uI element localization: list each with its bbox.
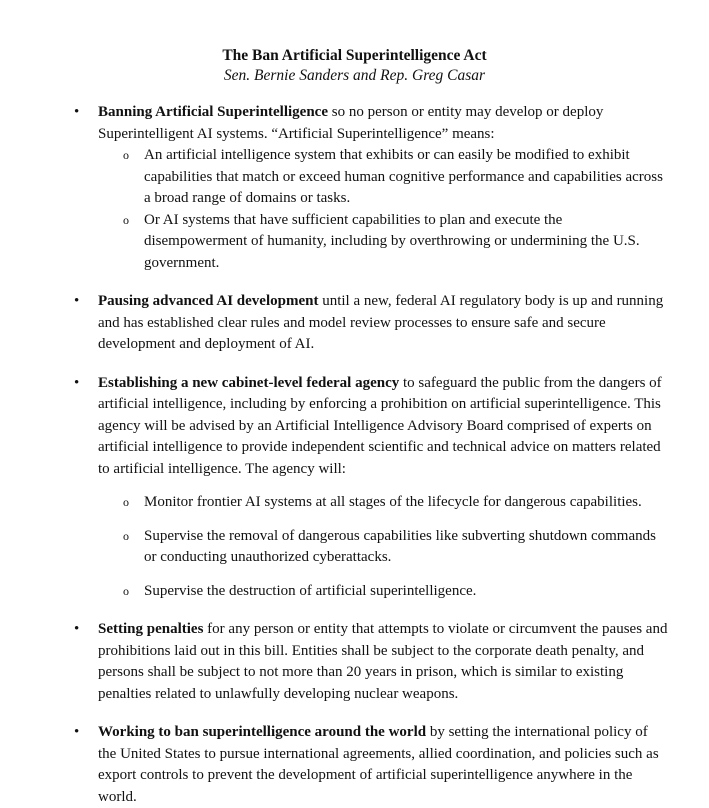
sub-item-text: Monitor frontier AI systems at all stages of the lifecycle for dangerous capabilities. — [144, 494, 642, 510]
sub-list — [98, 492, 669, 602]
circle-bullet-icon: o — [123, 212, 129, 227]
document-subtitle: Sen. Bernie Sanders and Rep. Greg Casar — [223, 67, 486, 84]
bullet-text: to safeguard the public from the dangers of artificial intelligence, including by enforcing a prohibition on artificial superintelligence. This agency will be advised by an Artificial Intelligence Advisory Board comprised of experts on artificial intelligence to provide independent scientific and technical advice on matters related to artificial intelligence. The agency will: — [98, 374, 662, 477]
sub-item-text: An artificial intelligence system that exhibits or can easily be modified to exhibit capabilities that match or exceed human cognitive performance and capabilities across a broad range of domains or tasks. — [144, 147, 663, 206]
bullet-icon: • — [74, 724, 80, 740]
bullet-lead: Working to ban superintelligence around the world — [98, 724, 427, 740]
document-title: The Ban Artificial Superintelligence Act — [222, 47, 487, 64]
list-item — [62, 619, 669, 705]
bullet-icon: • — [74, 293, 80, 309]
circle-bullet-icon: o — [123, 528, 129, 543]
circle-bullet-icon: o — [123, 583, 129, 598]
sub-list — [98, 145, 669, 274]
bullet-icon: • — [74, 104, 80, 120]
sub-item-text: Or AI systems that have sufficient capabilities to plan and execute the disempowerment of humanity, including by overthrowing or undermining the U.S. government. — [144, 211, 640, 271]
bullet-lead: Banning Artificial Superintelligence — [98, 104, 329, 120]
circle-bullet-icon: o — [123, 495, 129, 509]
bullet-lead: Setting penalties — [98, 621, 204, 637]
list-item — [62, 373, 669, 603]
list-item — [62, 722, 669, 808]
bullet-text: until a new, federal AI regulatory body is up and running and has established clear rules and model review processes to ensure safe and secure development and deployment of AI. — [98, 293, 664, 352]
bullet-lead: Establishing a new cabinet-level federal agency — [98, 374, 400, 391]
bullet-icon: • — [74, 621, 80, 637]
sub-list-item — [98, 492, 669, 514]
bullet-text: for any person or entity that attempts to violate or circumvent the pauses and prohibitions laid out in this bill. Entities shall be subject to the corporate death penalty, and persons shall be subject to not more than 20 years in prison, which is similar to existing penalties related to unlawfully developing nuclear weapons. — [98, 621, 668, 702]
list-item — [62, 291, 669, 356]
bullet-lead: Pausing advanced AI development — [98, 293, 319, 309]
sub-list-item — [98, 581, 669, 603]
list-item — [62, 102, 669, 274]
sub-list-item — [98, 526, 669, 569]
sub-list-item — [98, 210, 669, 275]
bullet-icon: • — [74, 374, 80, 391]
bullet-list — [62, 102, 669, 808]
sub-item-text: Supervise the destruction of artificial superintelligence. — [144, 582, 477, 599]
circle-bullet-icon: o — [123, 148, 129, 162]
sub-list-item — [98, 145, 669, 210]
bullet-text: by setting the international policy of the United States to pursue international agreements, allied coordination, and policies such as export controls to prevent the development of artificial superintelligence anywhere in the world. — [98, 724, 659, 805]
sub-item-text: Supervise the removal of dangerous capabilities like subverting shutdown commands or conducting unauthorized cyberattacks. — [144, 527, 656, 565]
bullet-text: so no person or entity may develop or deploy Superintelligent AI systems. “Artificial Superintelligence” means: — [98, 104, 604, 142]
